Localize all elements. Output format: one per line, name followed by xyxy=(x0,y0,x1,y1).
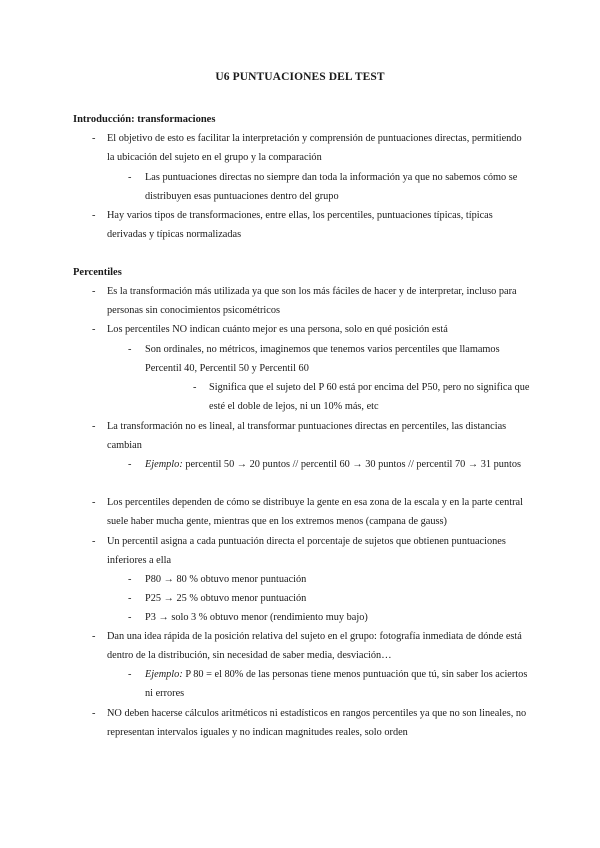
list-item-text: Hay varios tipos de transformaciones, entre ellas, los percentiles, puntuaciones típicas, típicas derivadas y típicas normalizadas xyxy=(107,210,493,240)
list-item xyxy=(92,206,528,244)
list-item xyxy=(92,532,528,570)
list-item xyxy=(92,417,528,455)
bullet-dash: - xyxy=(128,459,132,470)
list-item-text: Los percentiles dependen de cómo se distribuye la gente en esa zona de la escala y en la parte central suele haber mucha gente, mientras que en los extremos menos (campana de gauss) xyxy=(107,497,523,527)
bullet-dash: - xyxy=(92,286,96,297)
bullet-dash: - xyxy=(92,497,96,508)
section-heading-percentiles: Percentiles xyxy=(73,267,122,278)
bullet-dash: - xyxy=(92,631,96,642)
list-item-text: P80 → 80 % obtuvo menor puntuación xyxy=(145,574,307,585)
list-item xyxy=(92,320,528,339)
bullet-dash: - xyxy=(128,574,132,585)
bullet-dash: - xyxy=(128,344,132,355)
list-item xyxy=(193,378,533,416)
bullet-dash: - xyxy=(128,172,132,183)
example-text: P 80 = el 80% de las personas tiene menos puntuación que tú, sin saber los aciertos ni errores xyxy=(145,669,528,699)
list-item xyxy=(92,282,528,320)
bullet-dash: - xyxy=(92,133,96,144)
list-item-text: NO deben hacerse cálculos aritméticos ni estadísticos en rangos percentiles ya que no son lineales, no representan intervalos iguales y no indican magnitudes reales, solo orden xyxy=(107,708,527,738)
list-item xyxy=(128,608,530,627)
list-item-text xyxy=(145,455,530,474)
list-item-text: Los percentiles NO indican cuánto mejor es una persona, solo en qué posición está xyxy=(107,324,448,335)
bullet-dash: - xyxy=(128,612,132,623)
bullet-dash: - xyxy=(92,421,96,432)
document-title: U6 PUNTUACIONES DEL TEST xyxy=(215,71,385,83)
list-item-text: P25 → 25 % obtuvo menor puntuación xyxy=(145,593,307,604)
list-item-text xyxy=(145,665,530,703)
list-item xyxy=(128,455,530,474)
list-item-text: Es la transformación más utilizada ya que son los más fáciles de hacer y de interpretar, incluso para personas sin conocimientos psicométricos xyxy=(107,286,517,316)
list-item-text: Un percentil asigna a cada puntuación directa el porcentaje de sujetos que obtienen puntuaciones inferiores a ella xyxy=(107,536,506,566)
list-item xyxy=(92,627,528,665)
list-item xyxy=(128,340,530,378)
example-label: Ejemplo: xyxy=(145,459,183,470)
list-item xyxy=(92,704,528,742)
example-label: Ejemplo: xyxy=(145,669,183,680)
list-item xyxy=(92,493,528,531)
list-item xyxy=(92,129,528,167)
bullet-dash: - xyxy=(128,593,132,604)
bullet-dash: - xyxy=(128,669,132,680)
example-text: percentil 50 → 20 puntos // percentil 60 → 30 puntos // percentil 70 → 31 puntos xyxy=(182,459,522,470)
list-item xyxy=(128,168,530,206)
list-item-text: Dan una idea rápida de la posición relativa del sujeto en el grupo: fotografía inmediata de dónde está dentro de la distribución, sin necesidad de saber media, desviación… xyxy=(107,631,522,661)
list-item-text: La transformación no es lineal, al transformar puntuaciones directas en percentiles, las distancias cambian xyxy=(107,421,507,451)
section-heading-introduccion: Introducción: transformaciones xyxy=(73,114,216,125)
list-item-text: Son ordinales, no métricos, imaginemos que tenemos varios percentiles que llamamos Percentil 40, Percentil 50 y Percentil 60 xyxy=(145,344,500,374)
list-item-text: P3 → solo 3 % obtuvo menor (rendimiento muy bajo) xyxy=(145,612,368,623)
bullet-dash: - xyxy=(92,324,96,335)
bullet-dash: - xyxy=(92,708,96,719)
list-item xyxy=(128,665,530,703)
list-item-text: El objetivo de esto es facilitar la interpretación y comprensión de puntuaciones directas, permitiendo la ubicación del sujeto en el grupo y la comparación xyxy=(107,133,522,163)
list-item xyxy=(128,589,530,608)
bullet-dash: - xyxy=(92,210,96,221)
list-item-text: Las puntuaciones directas no siempre dan toda la información ya que no sabemos cómo se distribuyen esas puntuaciones dentro del grupo xyxy=(145,172,518,202)
bullet-dash: - xyxy=(92,536,96,547)
list-item xyxy=(128,570,530,589)
bullet-dash: - xyxy=(193,382,197,393)
list-item-text: Significa que el sujeto del P 60 está por encima del P50, pero no significa que esté el doble de lejos, ni un 10% más, etc xyxy=(209,382,530,412)
